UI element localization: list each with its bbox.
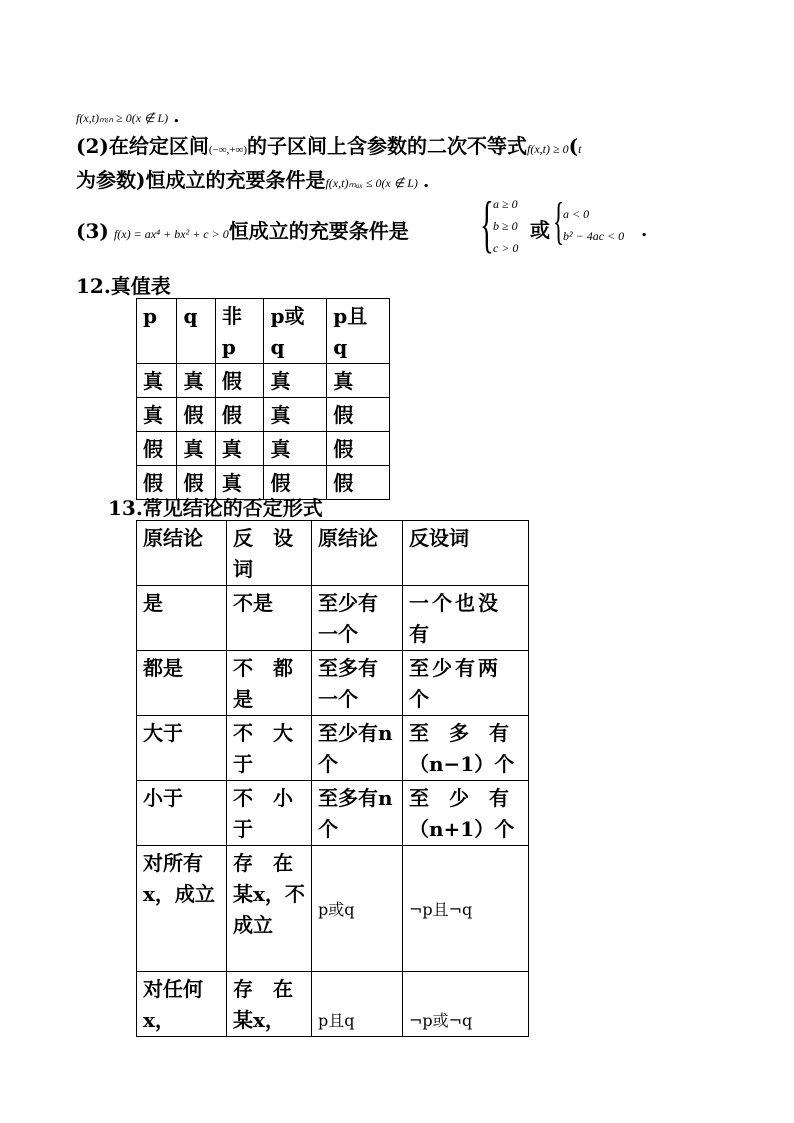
header-cell: q <box>177 299 215 364</box>
header-cell: 非 p <box>215 299 264 364</box>
negation-header-row <box>137 521 529 586</box>
table-cell: 是 <box>137 586 227 651</box>
inequality-formula: f(x,t) ≥ 0 <box>527 142 569 156</box>
table-row <box>137 716 529 781</box>
table-cell: 至 少 有（n+1）个 <box>403 781 529 846</box>
period: . <box>173 106 180 127</box>
table-cell: 一个也没有 <box>403 586 529 651</box>
param-t: t <box>578 142 582 156</box>
table-cell: 假 <box>327 432 390 466</box>
table-cell: 假 <box>137 432 177 466</box>
table-cell: 至多有一个 <box>312 651 403 716</box>
table-cell: 真 <box>215 432 264 466</box>
header-cell: 原结论 <box>137 521 227 586</box>
section13-title: 13.常见结论的否定形式 <box>108 496 323 520</box>
table-cell: 存 在某x， <box>227 972 312 1037</box>
table-cell: 假 <box>264 466 327 500</box>
table-cell: 真 <box>137 398 177 432</box>
table-cell: 假 <box>327 466 390 500</box>
table-cell: 至多有n个 <box>312 781 403 846</box>
interval-formula: (−∞,+∞) <box>208 144 248 156</box>
left-brace-1: { <box>480 188 494 259</box>
table-cell: 假 <box>327 398 390 432</box>
table-cell: 真 <box>264 398 327 432</box>
item2-line1 <box>76 130 581 159</box>
header-cell: p <box>137 299 177 364</box>
table-cell: 真 <box>177 432 215 466</box>
table-row <box>137 432 390 466</box>
table-cell: 真 <box>264 364 327 398</box>
table-cell: 至少有两个 <box>403 651 529 716</box>
table-row <box>137 651 529 716</box>
item2-text-a: 在给定区间 <box>108 134 209 158</box>
condition-system-1 <box>493 193 518 259</box>
header-cell: 反设词 <box>403 521 529 586</box>
table-cell: 对任何x， <box>137 972 227 1037</box>
condition-system-2 <box>563 203 624 247</box>
negation-table <box>136 520 529 1037</box>
table-cell: 不是 <box>227 586 312 651</box>
table-cell: 真 <box>215 466 264 500</box>
item2-text-c: 为参数)恒成立的充要条件是 <box>76 168 326 192</box>
item2-line2 <box>76 164 429 193</box>
table-row <box>137 846 529 972</box>
top-formula-line <box>76 106 180 127</box>
table-cell: 不 都是 <box>227 651 312 716</box>
header-cell: p且 q <box>327 299 390 364</box>
open-paren: ( <box>568 134 579 158</box>
or-word: 或 <box>530 218 550 242</box>
table-cell: 不 大于 <box>227 716 312 781</box>
table-cell: 假 <box>215 364 264 398</box>
table-cell: ¬p或¬q <box>403 972 529 1037</box>
system1-line: b ≥ 0 <box>493 219 518 233</box>
table-cell: 大于 <box>137 716 227 781</box>
left-brace-2: { <box>553 193 565 250</box>
item3-line <box>76 215 409 244</box>
header-cell: 反 设词 <box>227 521 312 586</box>
table-cell: 真 <box>177 364 215 398</box>
table-cell: 至少有n个 <box>312 716 403 781</box>
item2-label: (2) <box>76 134 109 158</box>
table-cell: 都是 <box>137 651 227 716</box>
system1-line: a ≥ 0 <box>493 197 518 211</box>
table-cell: 至少有一个 <box>312 586 403 651</box>
min-condition-formula: f(x,t)ₘᵢₙ ≥ 0(x ∉ L) <box>76 111 169 125</box>
table-cell: 至 多 有（n−1）个 <box>403 716 529 781</box>
table-row <box>137 781 529 846</box>
item2-text-b: 的子区间上含参数的二次不等式 <box>247 134 528 158</box>
quartic-formula: f(x) = ax⁴ + bx² + c > 0 <box>113 227 229 241</box>
truth-table-header-row <box>137 299 390 364</box>
table-cell: p或q <box>312 846 403 972</box>
table-cell: 假 <box>137 466 177 500</box>
table-cell: 假 <box>215 398 264 432</box>
item3-label: (3) <box>76 219 109 243</box>
table-row <box>137 586 529 651</box>
table-cell: 小于 <box>137 781 227 846</box>
table-cell: 存 在某x，不 成立 <box>227 846 312 972</box>
table-cell: 真 <box>137 364 177 398</box>
table-row <box>137 972 529 1037</box>
table-cell: ¬p且¬q <box>403 846 529 972</box>
table-cell: 假 <box>177 398 215 432</box>
period: . <box>422 171 430 192</box>
table-row <box>137 364 390 398</box>
table-cell: p且q <box>312 972 403 1037</box>
system1-line: c > 0 <box>493 241 519 255</box>
section12-title: 12.真值表 <box>76 274 171 298</box>
header-cell: 原结论 <box>312 521 403 586</box>
table-cell: 对所有x，成立 <box>137 846 227 972</box>
header-cell: p或 q <box>264 299 327 364</box>
system2-line: a < 0 <box>563 207 590 221</box>
table-cell: 假 <box>177 466 215 500</box>
max-condition-formula: f(x,t)ₘₐₓ ≤ 0(x ∉ L) <box>325 176 418 190</box>
period: . <box>641 220 648 241</box>
table-cell: 真 <box>327 364 390 398</box>
item3-text: 恒成立的充要条件是 <box>228 219 409 243</box>
table-cell: 真 <box>264 432 327 466</box>
truth-table <box>136 298 390 500</box>
table-cell: 不 小于 <box>227 781 312 846</box>
system2-line: b² − 4ac < 0 <box>563 229 625 243</box>
table-row <box>137 398 390 432</box>
